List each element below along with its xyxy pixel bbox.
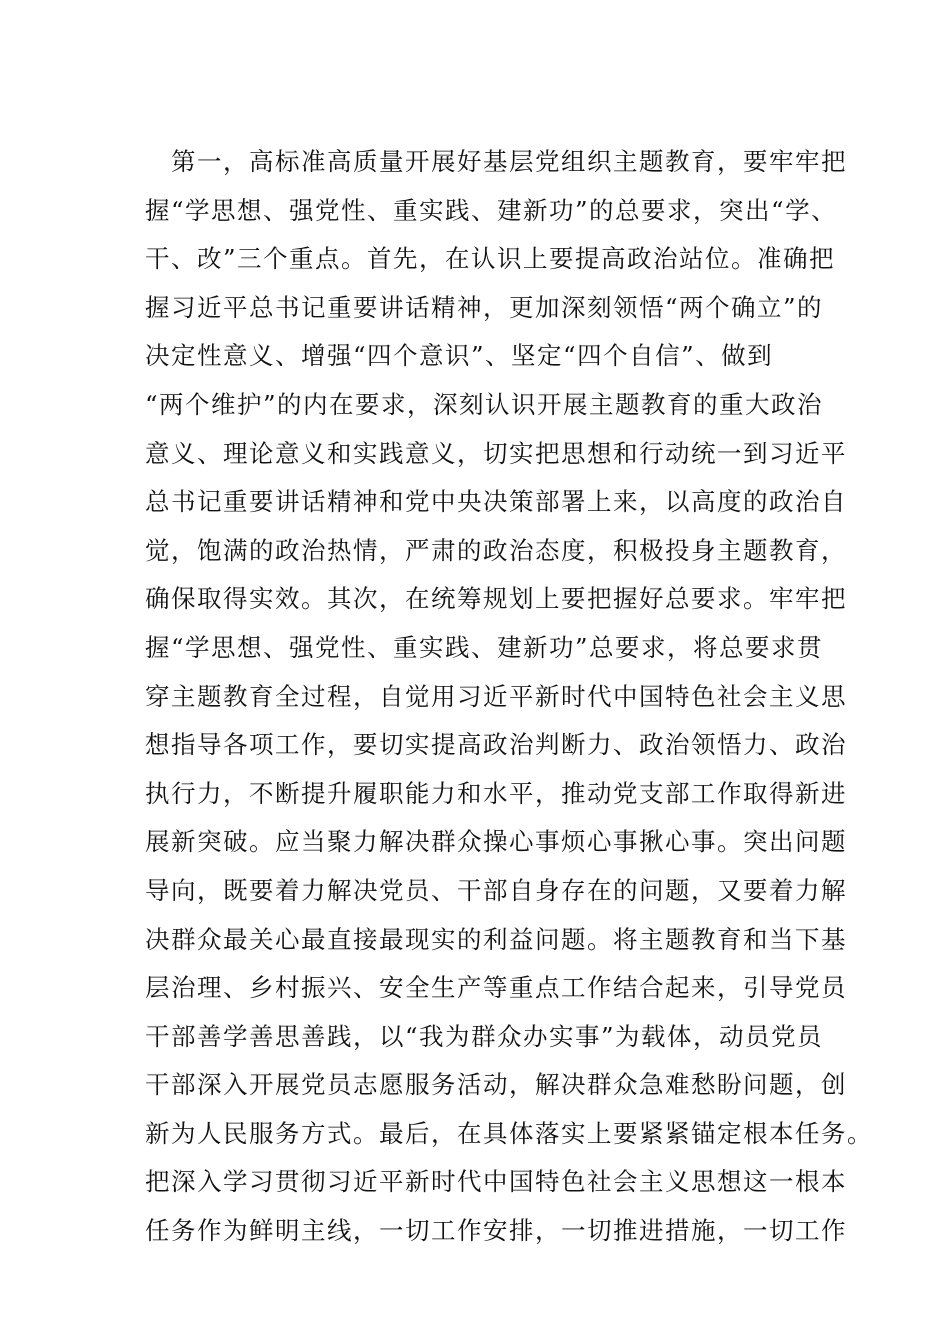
text-line: 导向，既要着力解决党员、干部自身存在的问题，又要着力解 [145,875,847,905]
text-line: 总书记重要讲话精神和党中央决策部署上来，以高度的政治自 [145,487,847,517]
text-line: 干部深入开展党员志愿服务活动，解决群众急难愁盼问题，创 [145,1070,847,1100]
text-line: 展新突破。应当聚力解决群众操心事烦心事揪心事。突出问题 [145,827,847,857]
text-line: 意义、理论意义和实践意义，切实把思想和行动统一到习近平 [145,438,847,468]
text-line: 任务作为鲜明主线，一切工作安排，一切推进措施，一切工作 [145,1216,847,1246]
text-line: 新为人民服务方式。最后，在具体落实上要紧紧锚定根本任务。 [145,1118,873,1148]
text-line: “两个维护”的内在要求，深刻认识开展主题教育的重大政治 [145,389,824,419]
text-line: 握“学思想、强党性、重实践、建新功”的总要求，突出“学、 [145,195,838,225]
text-line: 觉，饱满的政治热情，严肃的政治态度，积极投身主题教育， [145,535,847,565]
text-line: 握“学思想、强党性、重实践、建新功”总要求，将总要求贯 [145,632,824,662]
text-line: 确保取得实效。其次，在统筹规划上要把握好总要求。牢牢把 [145,584,847,614]
text-line: 穿主题教育全过程，自觉用习近平新时代中国特色社会主义思 [145,681,847,711]
text-line: 干部善学善思善践，以“我为群众办实事”为载体，动员党员 [145,1021,824,1051]
text-line: 把深入学习贯彻习近平新时代中国特色社会主义思想这一根本 [145,1167,847,1197]
text-line: 决定性意义、增强“四个意识”、坚定“四个自信”、做到 [145,341,774,371]
text-line: 干、改”三个重点。首先，在认识上要提高政治站位。准确把 [145,244,836,274]
text-line: 层治理、乡村振兴、安全生产等重点工作结合起来，引导党员 [145,973,847,1003]
text-line: 握习近平总书记重要讲话精神，更加深刻领悟“两个确立”的 [145,292,824,322]
text-line: 决群众最关心最直接最现实的利益问题。将主题教育和当下基 [145,924,847,954]
text-line: 执行力，不断提升履职能力和水平，推动党支部工作取得新进 [145,778,847,808]
body-paragraph [145,138,873,1256]
text-line: 想指导各项工作，要切实提高政治判断力、政治领悟力、政治 [145,730,847,760]
text-line: 第一，高标准高质量开展好基层党组织主题教育，要牢牢把 [145,147,847,176]
